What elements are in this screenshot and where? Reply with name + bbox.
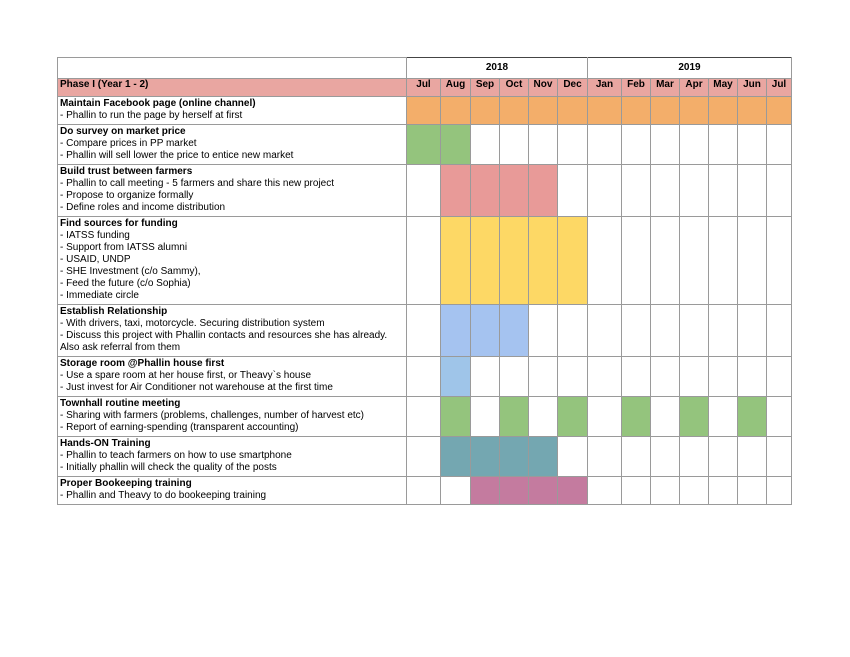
timeline-cell-active — [529, 97, 558, 125]
task-detail: - Feed the future (c/o Sophia) — [60, 278, 191, 289]
month-header: May — [709, 79, 738, 97]
timeline-cell — [738, 437, 767, 477]
timeline-cell — [767, 437, 792, 477]
timeline-cell-active — [500, 305, 529, 357]
month-header: Apr — [680, 79, 709, 97]
timeline-cell — [651, 357, 680, 397]
timeline-cell-active — [500, 477, 529, 505]
timeline-cell — [471, 397, 500, 437]
month-header: Nov — [529, 79, 558, 97]
task-cell — [58, 477, 407, 505]
timeline-cell — [738, 165, 767, 217]
timeline-cell — [709, 397, 738, 437]
task-cell — [58, 397, 407, 437]
month-header: Feb — [622, 79, 651, 97]
task-row — [58, 97, 792, 125]
timeline-cell-active — [441, 97, 471, 125]
timeline-cell — [738, 217, 767, 305]
task-title: Townhall routine meeting — [60, 398, 181, 409]
timeline-cell-active — [471, 437, 500, 477]
timeline-cell — [622, 477, 651, 505]
timeline-cell — [680, 437, 709, 477]
timeline-cell-active — [588, 97, 622, 125]
task-detail: - Phallin to call meeting - 5 farmers and share this new project — [60, 178, 335, 189]
task-title: Maintain Facebook page (online channel) — [60, 98, 256, 109]
timeline-cell-active — [500, 97, 529, 125]
timeline-cell-active — [471, 477, 500, 505]
timeline-cell — [767, 165, 792, 217]
timeline-cell — [407, 357, 441, 397]
task-row — [58, 437, 792, 477]
timeline-cell-active — [471, 97, 500, 125]
task-detail: - With drivers, taxi, motorcycle. Securing distribution system — [60, 318, 325, 329]
task-detail: - IATSS funding — [60, 230, 130, 241]
timeline-cell — [471, 357, 500, 397]
timeline-cell — [709, 165, 738, 217]
timeline-cell-active — [441, 357, 471, 397]
timeline-cell — [767, 217, 792, 305]
task-title: Find sources for funding — [60, 218, 178, 229]
timeline-cell — [651, 477, 680, 505]
year-header-row — [58, 58, 792, 79]
task-row — [58, 477, 792, 505]
task-cell — [58, 305, 407, 357]
month-header: Jun — [738, 79, 767, 97]
timeline-cell — [622, 437, 651, 477]
task-detail: - Phallin to teach farmers on how to use smartphone — [60, 450, 292, 461]
timeline-cell — [588, 357, 622, 397]
timeline-cell — [680, 125, 709, 165]
timeline-cell — [588, 125, 622, 165]
timeline-cell-active — [680, 97, 709, 125]
task-title: Storage room @Phallin house first — [60, 358, 225, 369]
timeline-cell — [738, 305, 767, 357]
task-row — [58, 165, 792, 217]
task-title: Build trust between farmers — [60, 166, 193, 177]
task-cell — [58, 217, 407, 305]
timeline-cell — [441, 477, 471, 505]
timeline-cell — [738, 477, 767, 505]
timeline-cell — [622, 305, 651, 357]
timeline-cell-active — [471, 217, 500, 305]
timeline-cell-active — [529, 217, 558, 305]
timeline-cell — [588, 165, 622, 217]
task-detail: - SHE Investment (c/o Sammy), — [60, 266, 201, 277]
task-detail: - Sharing with farmers (problems, challenges, number of harvest etc) — [60, 410, 365, 421]
timeline-cell-active — [529, 165, 558, 217]
timeline-cell — [651, 437, 680, 477]
gantt-chart-table — [57, 57, 792, 505]
timeline-cell-active — [558, 217, 588, 305]
task-cell — [58, 437, 407, 477]
task-cell — [58, 165, 407, 217]
task-detail: - Initially phallin will check the quality of the posts — [60, 462, 277, 473]
timeline-cell-active — [500, 165, 529, 217]
timeline-cell-active — [441, 165, 471, 217]
year-header-blank — [58, 58, 407, 79]
timeline-cell-active — [651, 97, 680, 125]
year-2018: 2018 — [407, 58, 588, 79]
timeline-cell — [407, 305, 441, 357]
timeline-cell — [680, 217, 709, 305]
timeline-cell — [709, 357, 738, 397]
timeline-cell-active — [441, 437, 471, 477]
timeline-cell-active — [441, 397, 471, 437]
timeline-cell — [407, 437, 441, 477]
timeline-cell — [738, 357, 767, 397]
timeline-cell — [588, 437, 622, 477]
timeline-cell — [558, 165, 588, 217]
timeline-cell — [529, 357, 558, 397]
timeline-cell-active — [738, 397, 767, 437]
month-header: Dec — [558, 79, 588, 97]
timeline-cell-active — [709, 97, 738, 125]
timeline-cell-active — [471, 305, 500, 357]
timeline-cell-active — [441, 305, 471, 357]
timeline-cell — [588, 477, 622, 505]
timeline-cell — [767, 125, 792, 165]
timeline-cell — [471, 125, 500, 165]
timeline-cell — [709, 477, 738, 505]
timeline-cell — [622, 125, 651, 165]
task-detail: - Phallin will sell lower the price to entice new market — [60, 150, 294, 161]
timeline-cell — [767, 357, 792, 397]
timeline-cell — [588, 397, 622, 437]
timeline-cell-active — [738, 97, 767, 125]
task-row — [58, 397, 792, 437]
task-cell — [58, 357, 407, 397]
task-row — [58, 125, 792, 165]
task-row — [58, 217, 792, 305]
timeline-cell — [558, 437, 588, 477]
task-detail: - Use a spare room at her house first, or Theavy`s house — [60, 370, 312, 381]
timeline-cell — [651, 217, 680, 305]
timeline-cell — [709, 305, 738, 357]
timeline-cell — [558, 305, 588, 357]
timeline-cell — [680, 165, 709, 217]
task-title: Establish Relationship — [60, 306, 168, 317]
task-cell — [58, 97, 407, 125]
task-detail: - Report of earning-spending (transparent accounting) — [60, 422, 299, 433]
timeline-cell — [767, 305, 792, 357]
task-detail: - USAID, UNDP — [60, 254, 131, 265]
timeline-cell — [558, 125, 588, 165]
task-title: Proper Bookeeping training — [60, 478, 192, 489]
timeline-cell-active — [622, 97, 651, 125]
timeline-cell — [651, 397, 680, 437]
task-row — [58, 357, 792, 397]
month-header: Aug — [441, 79, 471, 97]
task-detail: - Define roles and income distribution — [60, 202, 226, 213]
timeline-cell — [500, 357, 529, 397]
timeline-cell-active — [471, 165, 500, 217]
task-detail: - Phallin to run the page by herself at first — [60, 110, 243, 121]
timeline-cell-active — [500, 397, 529, 437]
task-detail: - Immediate circle — [60, 290, 139, 301]
timeline-cell-active — [680, 397, 709, 437]
timeline-cell-active — [558, 97, 588, 125]
timeline-cell — [622, 165, 651, 217]
task-detail: - Just invest for Air Conditioner not warehouse at the first time — [60, 382, 333, 393]
timeline-cell — [738, 125, 767, 165]
timeline-cell — [529, 305, 558, 357]
timeline-cell — [407, 217, 441, 305]
timeline-cell — [709, 437, 738, 477]
timeline-cell — [680, 305, 709, 357]
timeline-cell-active — [500, 437, 529, 477]
timeline-cell — [651, 305, 680, 357]
timeline-cell-active — [407, 97, 441, 125]
timeline-cell — [588, 217, 622, 305]
phase-label: Phase I (Year 1 - 2) — [58, 79, 407, 97]
timeline-cell — [588, 305, 622, 357]
timeline-cell-active — [558, 477, 588, 505]
timeline-cell-active — [622, 397, 651, 437]
month-header: Mar — [651, 79, 680, 97]
month-header: Jul — [767, 79, 792, 97]
timeline-cell-active — [529, 437, 558, 477]
task-row — [58, 305, 792, 357]
task-title: Hands-ON Training — [60, 438, 151, 449]
timeline-cell — [767, 397, 792, 437]
timeline-cell-active — [558, 397, 588, 437]
timeline-cell — [500, 125, 529, 165]
task-cell — [58, 125, 407, 165]
task-detail: - Support from IATSS alumni — [60, 242, 188, 253]
timeline-cell — [529, 397, 558, 437]
timeline-cell — [558, 357, 588, 397]
task-detail: Also ask referral from them — [60, 342, 181, 353]
month-header: Oct — [500, 79, 529, 97]
timeline-cell-active — [767, 97, 792, 125]
timeline-cell — [680, 357, 709, 397]
timeline-cell — [407, 397, 441, 437]
timeline-cell — [767, 477, 792, 505]
task-detail: - Phallin and Theavy to do bookeeping training — [60, 490, 267, 501]
timeline-cell — [529, 125, 558, 165]
timeline-cell-active — [441, 125, 471, 165]
timeline-cell — [680, 477, 709, 505]
task-title: Do survey on market price — [60, 126, 186, 137]
month-header: Sep — [471, 79, 500, 97]
timeline-cell — [651, 125, 680, 165]
timeline-cell — [622, 357, 651, 397]
year-2019: 2019 — [588, 58, 792, 79]
task-detail: - Compare prices in PP market — [60, 138, 197, 149]
timeline-cell — [651, 165, 680, 217]
month-header: Jan — [588, 79, 622, 97]
timeline-cell — [622, 217, 651, 305]
month-header: Jul — [407, 79, 441, 97]
task-detail: - Propose to organize formally — [60, 190, 194, 201]
timeline-cell-active — [441, 217, 471, 305]
timeline-cell — [709, 125, 738, 165]
timeline-cell-active — [529, 477, 558, 505]
timeline-cell-active — [407, 125, 441, 165]
task-detail: - Discuss this project with Phallin contacts and resources she has already. — [60, 330, 388, 341]
timeline-cell — [709, 217, 738, 305]
timeline-cell — [407, 477, 441, 505]
timeline-cell-active — [500, 217, 529, 305]
timeline-cell — [407, 165, 441, 217]
month-header-row — [58, 79, 792, 97]
